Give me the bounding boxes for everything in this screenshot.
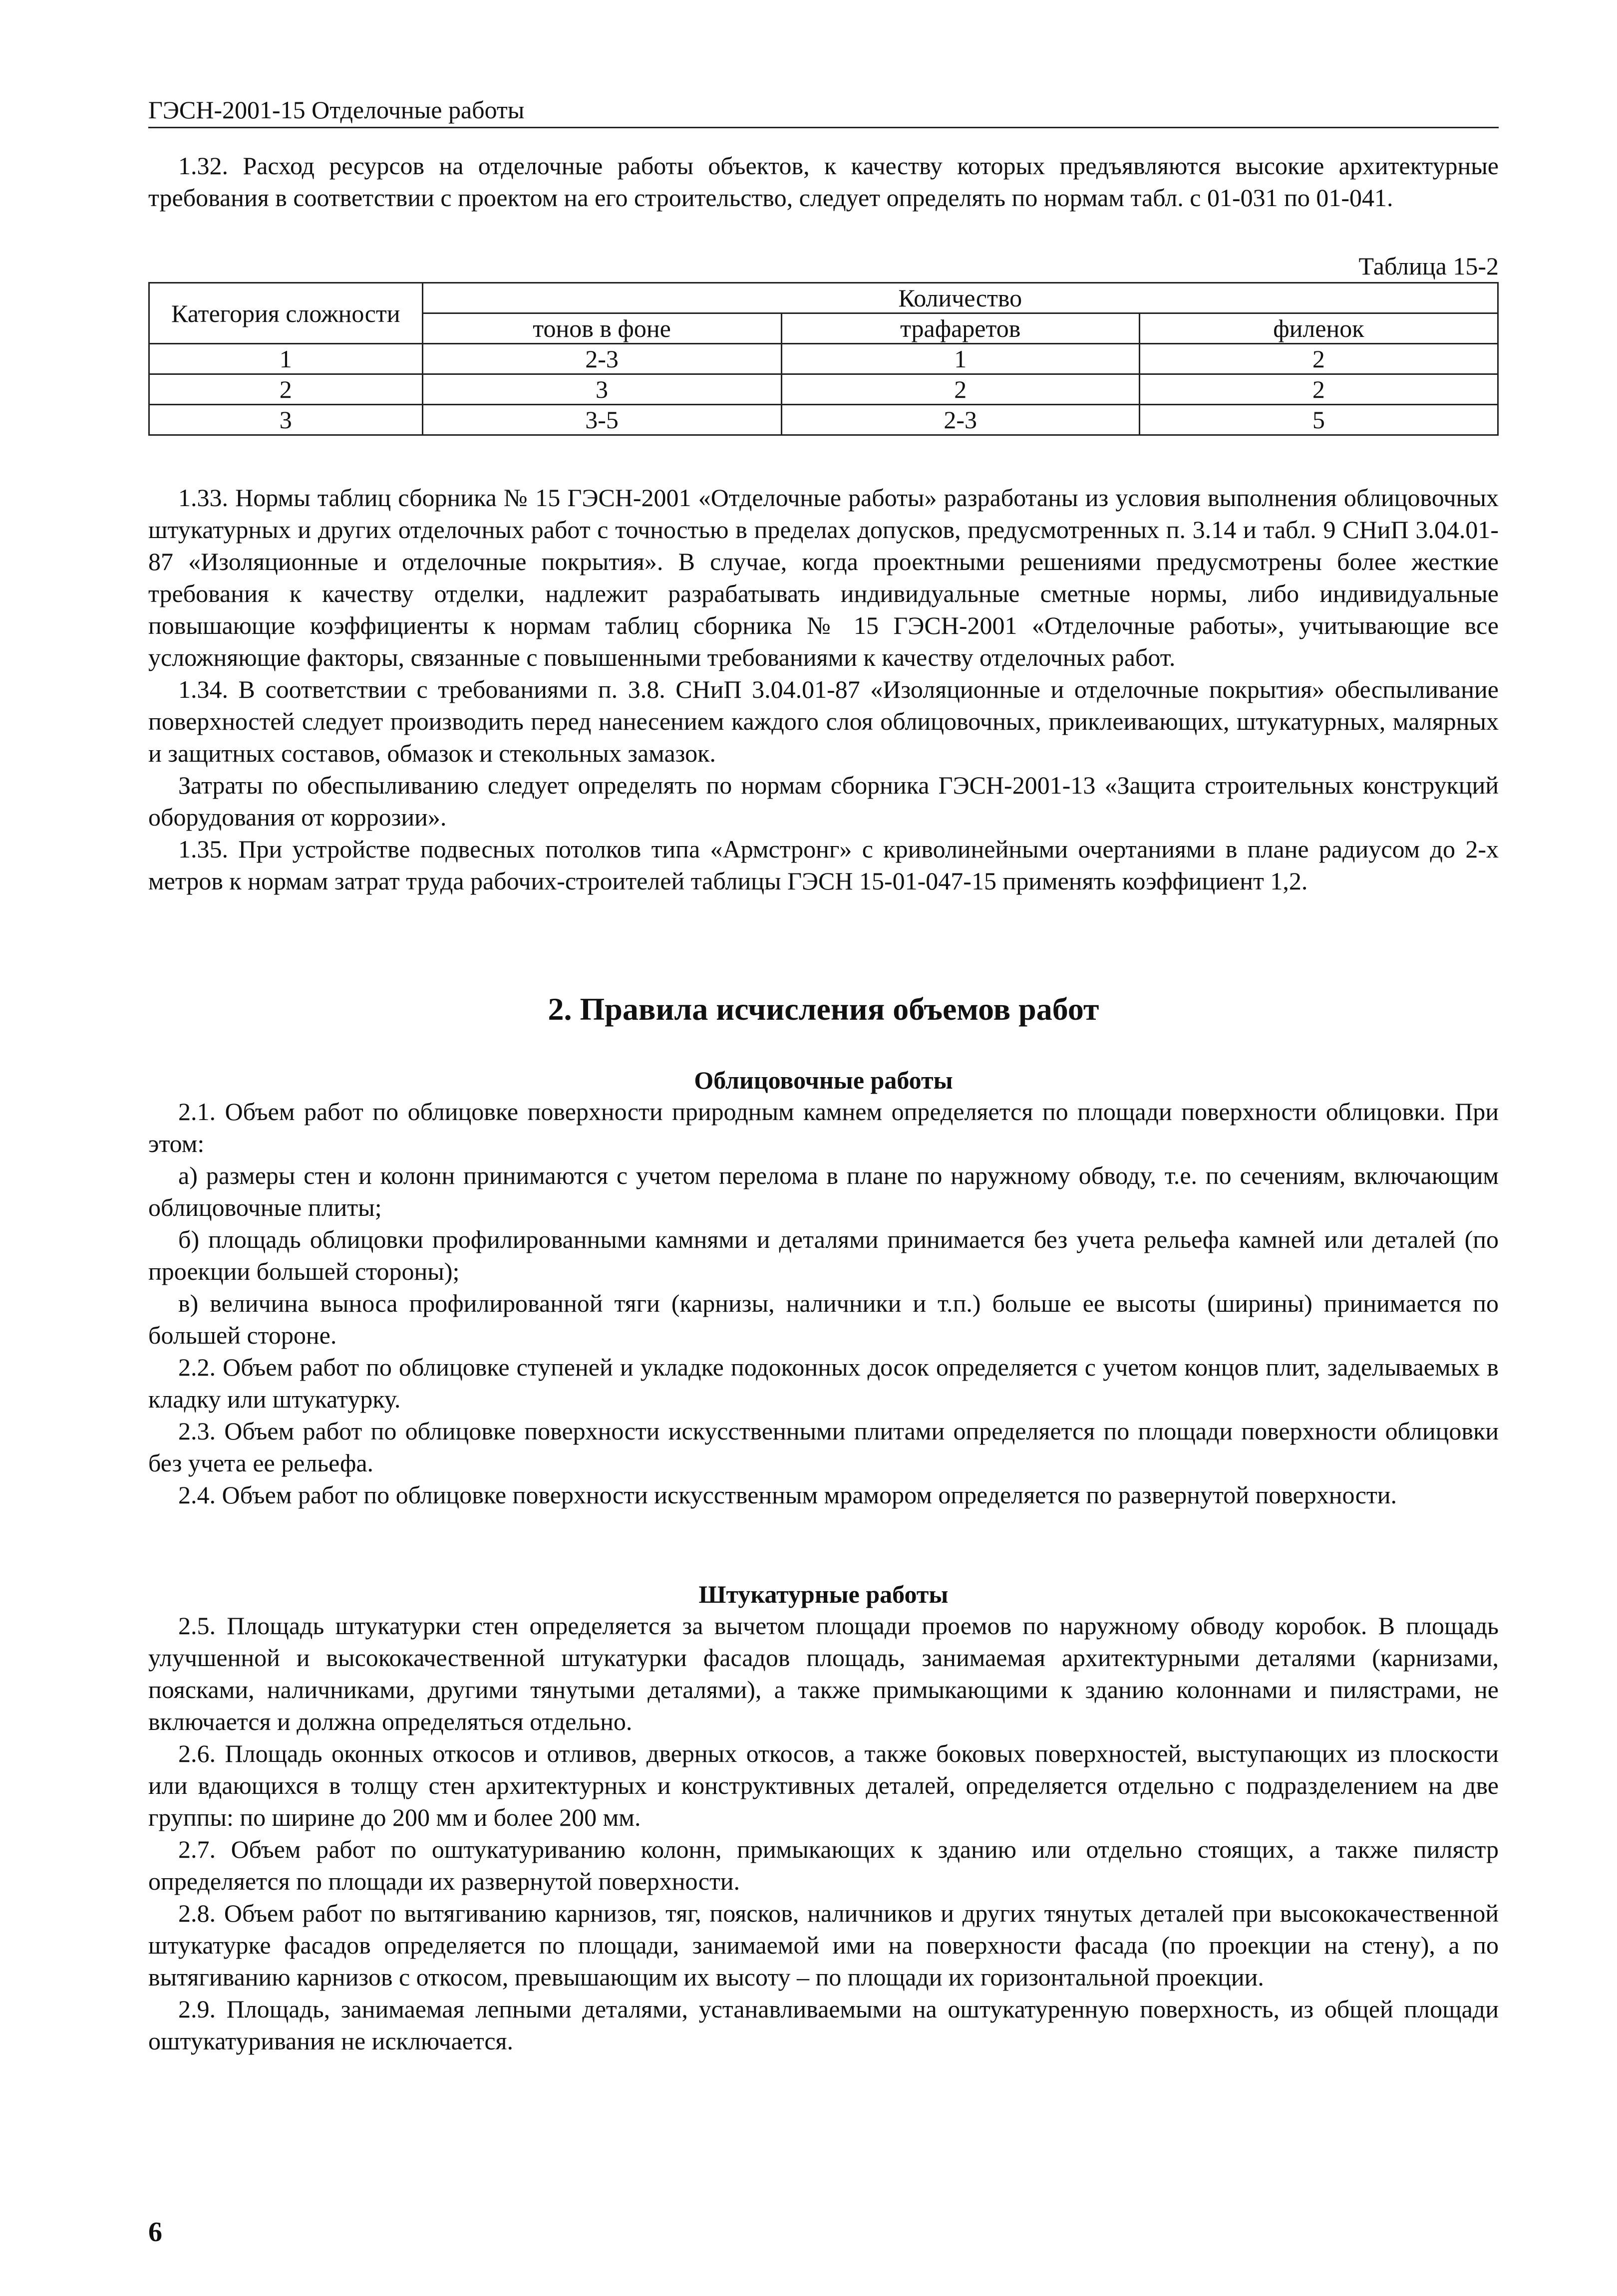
paragraph-1-34-costs: Затраты по обеспыливанию следует определять по нормам сборника ГЭСН-2001-13 «Защита строительных конструкций оборудования от коррозии». xyxy=(148,771,1499,831)
section-2-title: 2. Правила исчисления объемов работ xyxy=(548,991,1099,1027)
cell-tones: 3-5 xyxy=(422,405,781,435)
page-number: 6 xyxy=(148,2217,162,2248)
subheading-plaster: Штукатурные работы xyxy=(698,1580,949,1608)
paragraph-2-8: 2.8. Объем работ по вытягиванию карнизов, тяг, поясков, наличников и других тянутых деталей при высококачественной штукатурке фасадов определяется по площади, занимаемой ими на поверхности фасада (по проекции на стену), а по вытягиванию карнизов с откосом, превышающим их высоту – по площади их горизонтальной проекции. xyxy=(148,1899,1499,1991)
paragraph-2-5: 2.5. Площадь штукатурки стен определяется за вычетом площади проемов по наружному обводу коробок. В площадь улучшенной и высококачественной штукатурки фасадов площадь, занимаемая архитектурными деталями (карнизами, поясками, наличниками, другими тянутыми деталями), а также примыкающими к зданию колоннами и пилястрами, не включается и должна определяться отдельно. xyxy=(148,1612,1499,1735)
header-category: Категория сложности xyxy=(149,283,423,344)
paragraph-2-7: 2.7. Объем работ по оштукатуриванию колонн, примыкающих к зданию или отдельно стоящих, а также пилястр определяется по площади их развернутой поверхности. xyxy=(148,1835,1499,1895)
cell-category: 3 xyxy=(149,405,423,435)
header-stencils: трафаретов xyxy=(781,313,1139,344)
plaster-paragraphs xyxy=(148,1610,1499,2057)
cell-tones: 3 xyxy=(422,374,781,405)
complexity-table xyxy=(148,282,1499,436)
section-1-paragraphs xyxy=(148,482,1499,897)
cell-panels: 2 xyxy=(1139,344,1498,374)
header-panels: филенок xyxy=(1139,313,1498,344)
cell-category: 1 xyxy=(149,344,423,374)
cell-stencils: 1 xyxy=(781,344,1139,374)
paragraph-1-33: 1.33. Нормы таблиц сборника № 15 ГЭСН-2001 «Отделочные работы» разработаны из условия выполнения облицовочных штукатурных и других отделочных работ с точностью в пределах допусков, предусмотренных п. 3.14 и табл. 9 СНиП 3.04.01-87 «Изоляционные и отделочные покрытия». В случае, когда проектными решениями предусмотрены более жесткие требования к качеству отделки, надлежит разрабатывать индивидуальные сметные нормы, либо индивидуальные повышающие коэффициенты к нормам таблиц сборника № 15 ГЭСН-2001 «Отделочные работы», учитывающие все усложняющие факторы, связанные с повышенными требованиями к качеству отделочных работ. xyxy=(148,484,1499,671)
cell-category: 2 xyxy=(149,374,423,405)
cell-panels: 5 xyxy=(1139,405,1498,435)
table-row xyxy=(149,344,1498,374)
cell-stencils: 2 xyxy=(781,374,1139,405)
paragraph-2-2: 2.2. Объем работ по облицовке ступеней и укладке подоконных досок определяется с учетом концов плит, заделываемых в кладку или штукатурку. xyxy=(148,1353,1499,1413)
paragraph-text: 1.32. Расход ресурсов на отделочные работы объектов, к качеству которых предъявляются высокие архитектурные требования в соответствии с проектом на его строительство, следует определять по нормам табл. с 01-031 по 01-041. xyxy=(148,152,1499,212)
paragraph-2-1: 2.1. Объем работ по облицовке поверхности природным камнем определяется по площади поверхности облицовки. При этом: xyxy=(148,1098,1499,1157)
table-caption: Таблица 15-2 xyxy=(1358,252,1499,280)
header-quantity: Количество xyxy=(422,283,1498,313)
paragraph-2-4: 2.4. Объем работ по облицовке поверхности искусственным мрамором определяется по развернутой поверхности. xyxy=(178,1481,1397,1509)
paragraph-2-1-c: в) величина выноса профилированной тяги (карнизы, наличники и т.п.) больше ее высоты (ширины) принимается по большей стороне. xyxy=(148,1289,1499,1349)
table-row xyxy=(149,405,1498,435)
cell-tones: 2-3 xyxy=(422,344,781,374)
paragraph-1-35: 1.35. При устройстве подвесных потолков типа «Армстронг» с криволинейными очертаниями в плане радиусом до 2-х метров к нормам затрат труда рабочих-строителей таблицы ГЭСН 15-01-047-15 применять коэффициент 1,2. xyxy=(148,835,1499,895)
cell-panels: 2 xyxy=(1139,374,1498,405)
paragraph-2-6: 2.6. Площадь оконных откосов и отливов, дверных откосов, а также боковых поверхностей, выступающих из плоскости или вдающихся в толщу стен архитектурных и конструктивных деталей, определяется отдельно с подразделением на две группы: по ширине до 200 мм и более 200 мм. xyxy=(148,1739,1499,1831)
cladding-paragraphs xyxy=(148,1096,1499,1511)
paragraph-1-34: 1.34. В соответствии с требованиями п. 3.8. СНиП 3.04.01-87 «Изоляционные и отделочные покрытия» обеспыливание поверхностей следует производить перед нанесением каждого слоя облицовочных, приклеивающих, штукатурных, малярных и защитных составов, обмазок и стекольных замазок. xyxy=(148,675,1499,767)
paragraph-2-1-b: б) площадь облицовки профилированными камнями и деталями принимается без учета рельефа камней или деталей (по проекции большей стороны); xyxy=(148,1225,1499,1285)
subheading-cladding: Облицовочные работы xyxy=(694,1066,953,1094)
cell-stencils: 2-3 xyxy=(781,405,1139,435)
paragraph-2-3: 2.3. Объем работ по облицовке поверхности искусственными плитами определяется по площади поверхности облицовки без учета ее рельефа. xyxy=(148,1417,1499,1477)
paragraph-2-9: 2.9. Площадь, занимаемая лепными деталями, устанавливаемыми на оштукатуренную поверхность, из общей площади оштукатуривания не исключается. xyxy=(148,1995,1499,2055)
table-row xyxy=(149,374,1498,405)
header-tones: тонов в фоне xyxy=(422,313,781,344)
paragraph-2-1-a: а) размеры стен и колонн принимаются с учетом перелома в плане по наружному обводу, т.е. по сечениям, включающим облицовочные плиты; xyxy=(148,1161,1499,1221)
running-header: ГЭСН-2001-15 Отделочные работы xyxy=(148,95,1499,128)
paragraph-1-32 xyxy=(148,150,1499,214)
